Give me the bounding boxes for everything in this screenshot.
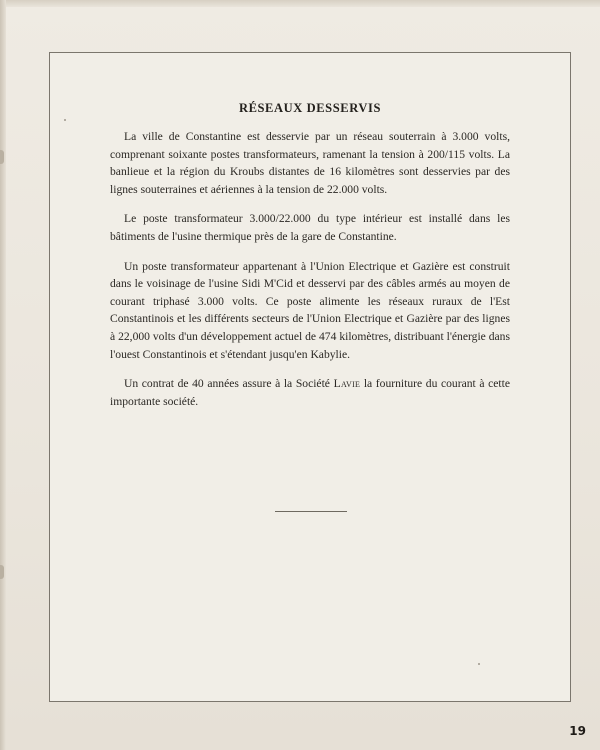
binding-hole xyxy=(0,565,4,579)
paragraph: Le poste transformateur 3.000/22.000 du type intérieur est installé dans les bâtiments de l'usine thermique près de la gare de Constantine. xyxy=(110,212,510,243)
paragraph-contract xyxy=(110,375,510,410)
text-column xyxy=(110,101,510,422)
paragraph: Un poste transformateur appartenant à l'Union Electrique et Gazière est construit dans le voisinage de l'usine Sidi M'Cid et desservi par des câbles armés au moyen de courant triphasé 3.000 volts. Ce poste alimente les réseaux ruraux de l'Est Constantinois et les différents secteurs de l'Union Electrique et Gazière par des lignes à 22,000 volts d'un développement actuel de 474 kilomètres, distribuant l'énergie dans l'ouest Constantinois et s'étendant jusqu'en Kabylie. xyxy=(110,259,510,361)
paper-speck xyxy=(64,119,66,121)
binding-hole xyxy=(0,150,4,164)
contract-text-end: la fourniture du courant à cette importante société. xyxy=(110,377,510,408)
paragraph: La ville de Constantine est desservie par un réseau souterrain à 3.000 volts, comprenant soixante postes transformateurs, ramenant la tension à 200/115 volts. La banlieue et la région du Kroubs distantes de 16 kilomètres sont desservies par des lignes souterraines et aériennes à la tension de 22.000 volts. xyxy=(110,130,510,196)
page-frame xyxy=(49,52,571,702)
contract-text-start: Un contrat de 40 années assure à la Société xyxy=(124,377,334,391)
section-heading: RÉSEAUX DESSERVIS xyxy=(238,101,382,115)
section-divider xyxy=(275,511,347,512)
company-name: Lavie xyxy=(333,377,361,391)
page-left-edge xyxy=(0,0,6,750)
page-number: 19 xyxy=(569,724,586,738)
paper-speck xyxy=(478,663,480,665)
page-top-edge xyxy=(0,0,600,7)
